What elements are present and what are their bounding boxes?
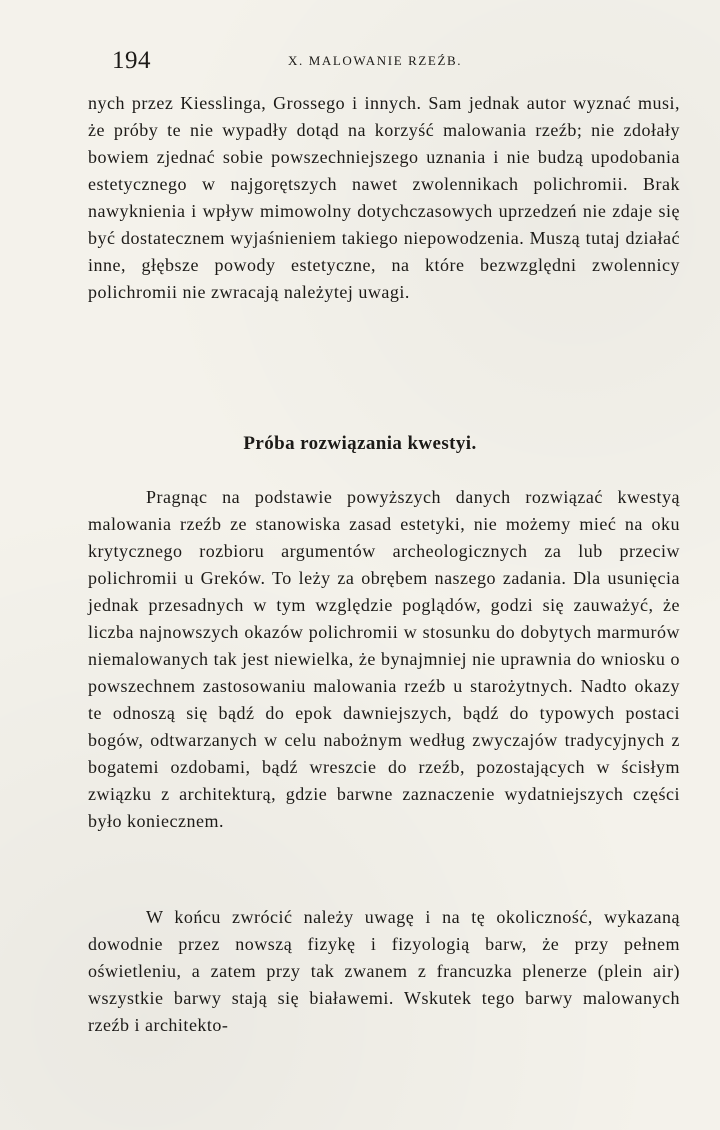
section-heading: Próba rozwiązania kwestyi.	[243, 433, 477, 454]
paragraph-2	[88, 484, 680, 835]
paragraph-1	[88, 90, 680, 306]
paragraph-3-text: W końcu zwrócić należy uwagę i na tę okoliczność, wykazaną dowodnie przez nowszą fizykę i fizyologią barw, że przy pełnem oświetleniu, a zatem przy tak zwanem z francuzka plenerze (plein air) wszystkie barwy stają się białawemi. Wskutek tego barwy malowanych rzeźb i architekto-	[88, 907, 680, 1035]
paragraph-2-text: Pragnąc na podstawie powyższych danych rozwiązać kwestyą malowania rzeźb ze stanowiska zasad estetyki, nie możemy mieć na oku krytycznego rozbioru argumentów archeologicznych za lub przeciw polichromii u Greków. To leży za obrębem naszego zadania. Dla usunięcia jednak przesadnych w tym względzie poglądów, godzi się zauważyć, że liczba najnowszych okazów polichromii w stosunku do dobytych marmurów niemalowanych tak jest niewielka, że bynajmniej nie uprawnia do wniosku o powszechnem zastosowaniu malowania rzeźb u starożytnych. Nadto okazy te odnoszą się bądź do epok dawniejszych, bądź do typowych postaci bogów, odtwarzanych w celu nabożnym według zwyczajów tradycyjnych z bogatemi ozdobami, bądź wreszcie do rzeźb, pozostających w ścisłym związku z architekturą, gdzie barwne zaznaczenie wydatniejszych części było koniecznem.	[88, 487, 680, 831]
page-header	[112, 44, 672, 78]
page-number: 194	[112, 47, 151, 74]
running-title: X. MALOWANIE RZEŹB.	[288, 53, 463, 68]
paragraph-1-text: nych przez Kiesslinga, Grossego i innych. Sam jednak autor wyznać musi, że próby te nie wypadły dotąd na korzyść malowania rzeźb; nie zdołały bowiem zjednać sobie powszechniejszego uznania i nie budzą upodobania estetycznego w najgorętszych nawet zwolennikach polichromii. Brak nawyknienia i wpływ mimowolny dotychczasowych uprzedzeń nie zdaje się być dostatecznem wyjaśnieniem takiego niepowodzenia. Muszą tutaj działać inne, głębsze powody estetyczne, na które bezwzględni zwolennicy polichromii nie zwracają należytej uwagi.	[88, 93, 680, 302]
paragraph-3	[88, 904, 680, 1039]
